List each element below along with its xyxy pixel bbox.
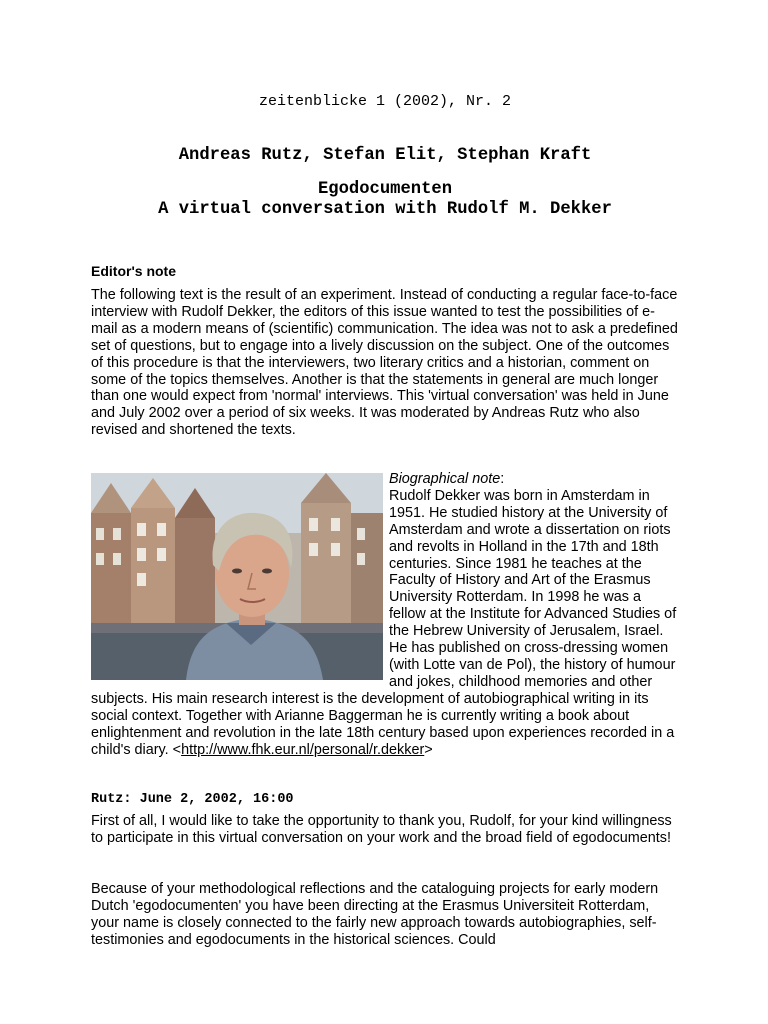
biographical-note-text: Rudolf Dekker was born in Amsterdam in 1951. He studied history at the University of Amsterdam and wrote a dissertation on riots and revolts in Holland in the 17th and 18th centuries. Since 1981 he teaches at the Faculty of History and Art of the Erasmus University Rotterdam. In 1998 he was a fellow at the Institute for Advanced Studies of the Hebrew University of Jerusalem, Israel. He has published on cross-dressing women (with Lotte van de Pol), the history of humour and jokes, childhood memories and other subjects. His main research interest is the development of autobiographical writing in its social context. Together with Arianne Baggerman he is currently writing a book about enlightenment and revolution in the late 18th century based upon experiences recorded in a child's diary.	[91, 487, 677, 758]
editors-note-text: The following text is the result of an experiment. Instead of conducting a regular face-to-face interview with Rudolf Dekker, the editors of this issue wanted to test the possibilities of e-mail as a modern means of (scientific) communication. The idea was not to ask a predefined set of questions, but to engage into a lively discussion on the subject. One of the outcomes of this procedure is that the interviewers, two literary critics and a historian, comment on some of the topics themselves. Another is that the statements in general are much longer than one would expect from 'normal' interviews. This 'virtual conversation' was held in June and July 2002 over a period of six weeks. It was moderated by Andreas Rutz who also revised and shortened the texts.	[91, 287, 678, 439]
article-title-line-2: A virtual conversation with Rudolf M. Dekker	[158, 200, 612, 219]
article-authors: Andreas Rutz, Stefan Elit, Stephan Kraft	[178, 146, 592, 165]
article-title	[91, 180, 679, 220]
link-open-bracket: <	[172, 741, 182, 758]
portrait-photo	[91, 473, 383, 680]
biographical-note-label: Biographical note	[389, 471, 501, 487]
dekker-homepage-link[interactable]: http://www.fhk.eur.nl/personal/r.dekker	[181, 741, 425, 758]
link-close-bracket: >	[424, 741, 433, 758]
portrait-illustration	[91, 473, 383, 680]
editors-note-heading: Editor's note	[91, 263, 176, 279]
conversation-paragraph-1: First of all, I would like to take the opportunity to thank you, Rudolf, for your kind willingness to participate in this virtual conversation on your work and the broad field of egodocuments!	[91, 813, 672, 846]
conversation-entry-heading: Rutz: June 2, 2002, 16:00	[91, 792, 294, 807]
article-title-line-1: Egodocumenten	[317, 180, 453, 199]
biographical-note-colon: :	[500, 471, 505, 487]
journal-citation: zeitenblicke 1 (2002), Nr. 2	[258, 93, 512, 110]
conversation-paragraph-2: Because of your methodological reflections and the cataloguing projects for early modern Dutch 'egodocumenten' you have been directing at the Erasmus Universiteit Rotterdam, your name is closely connected to the fairly new approach towards autobiographies, self-testimonies and egodocuments in the historical sciences. Could	[91, 881, 659, 948]
biographical-note	[91, 471, 681, 758]
